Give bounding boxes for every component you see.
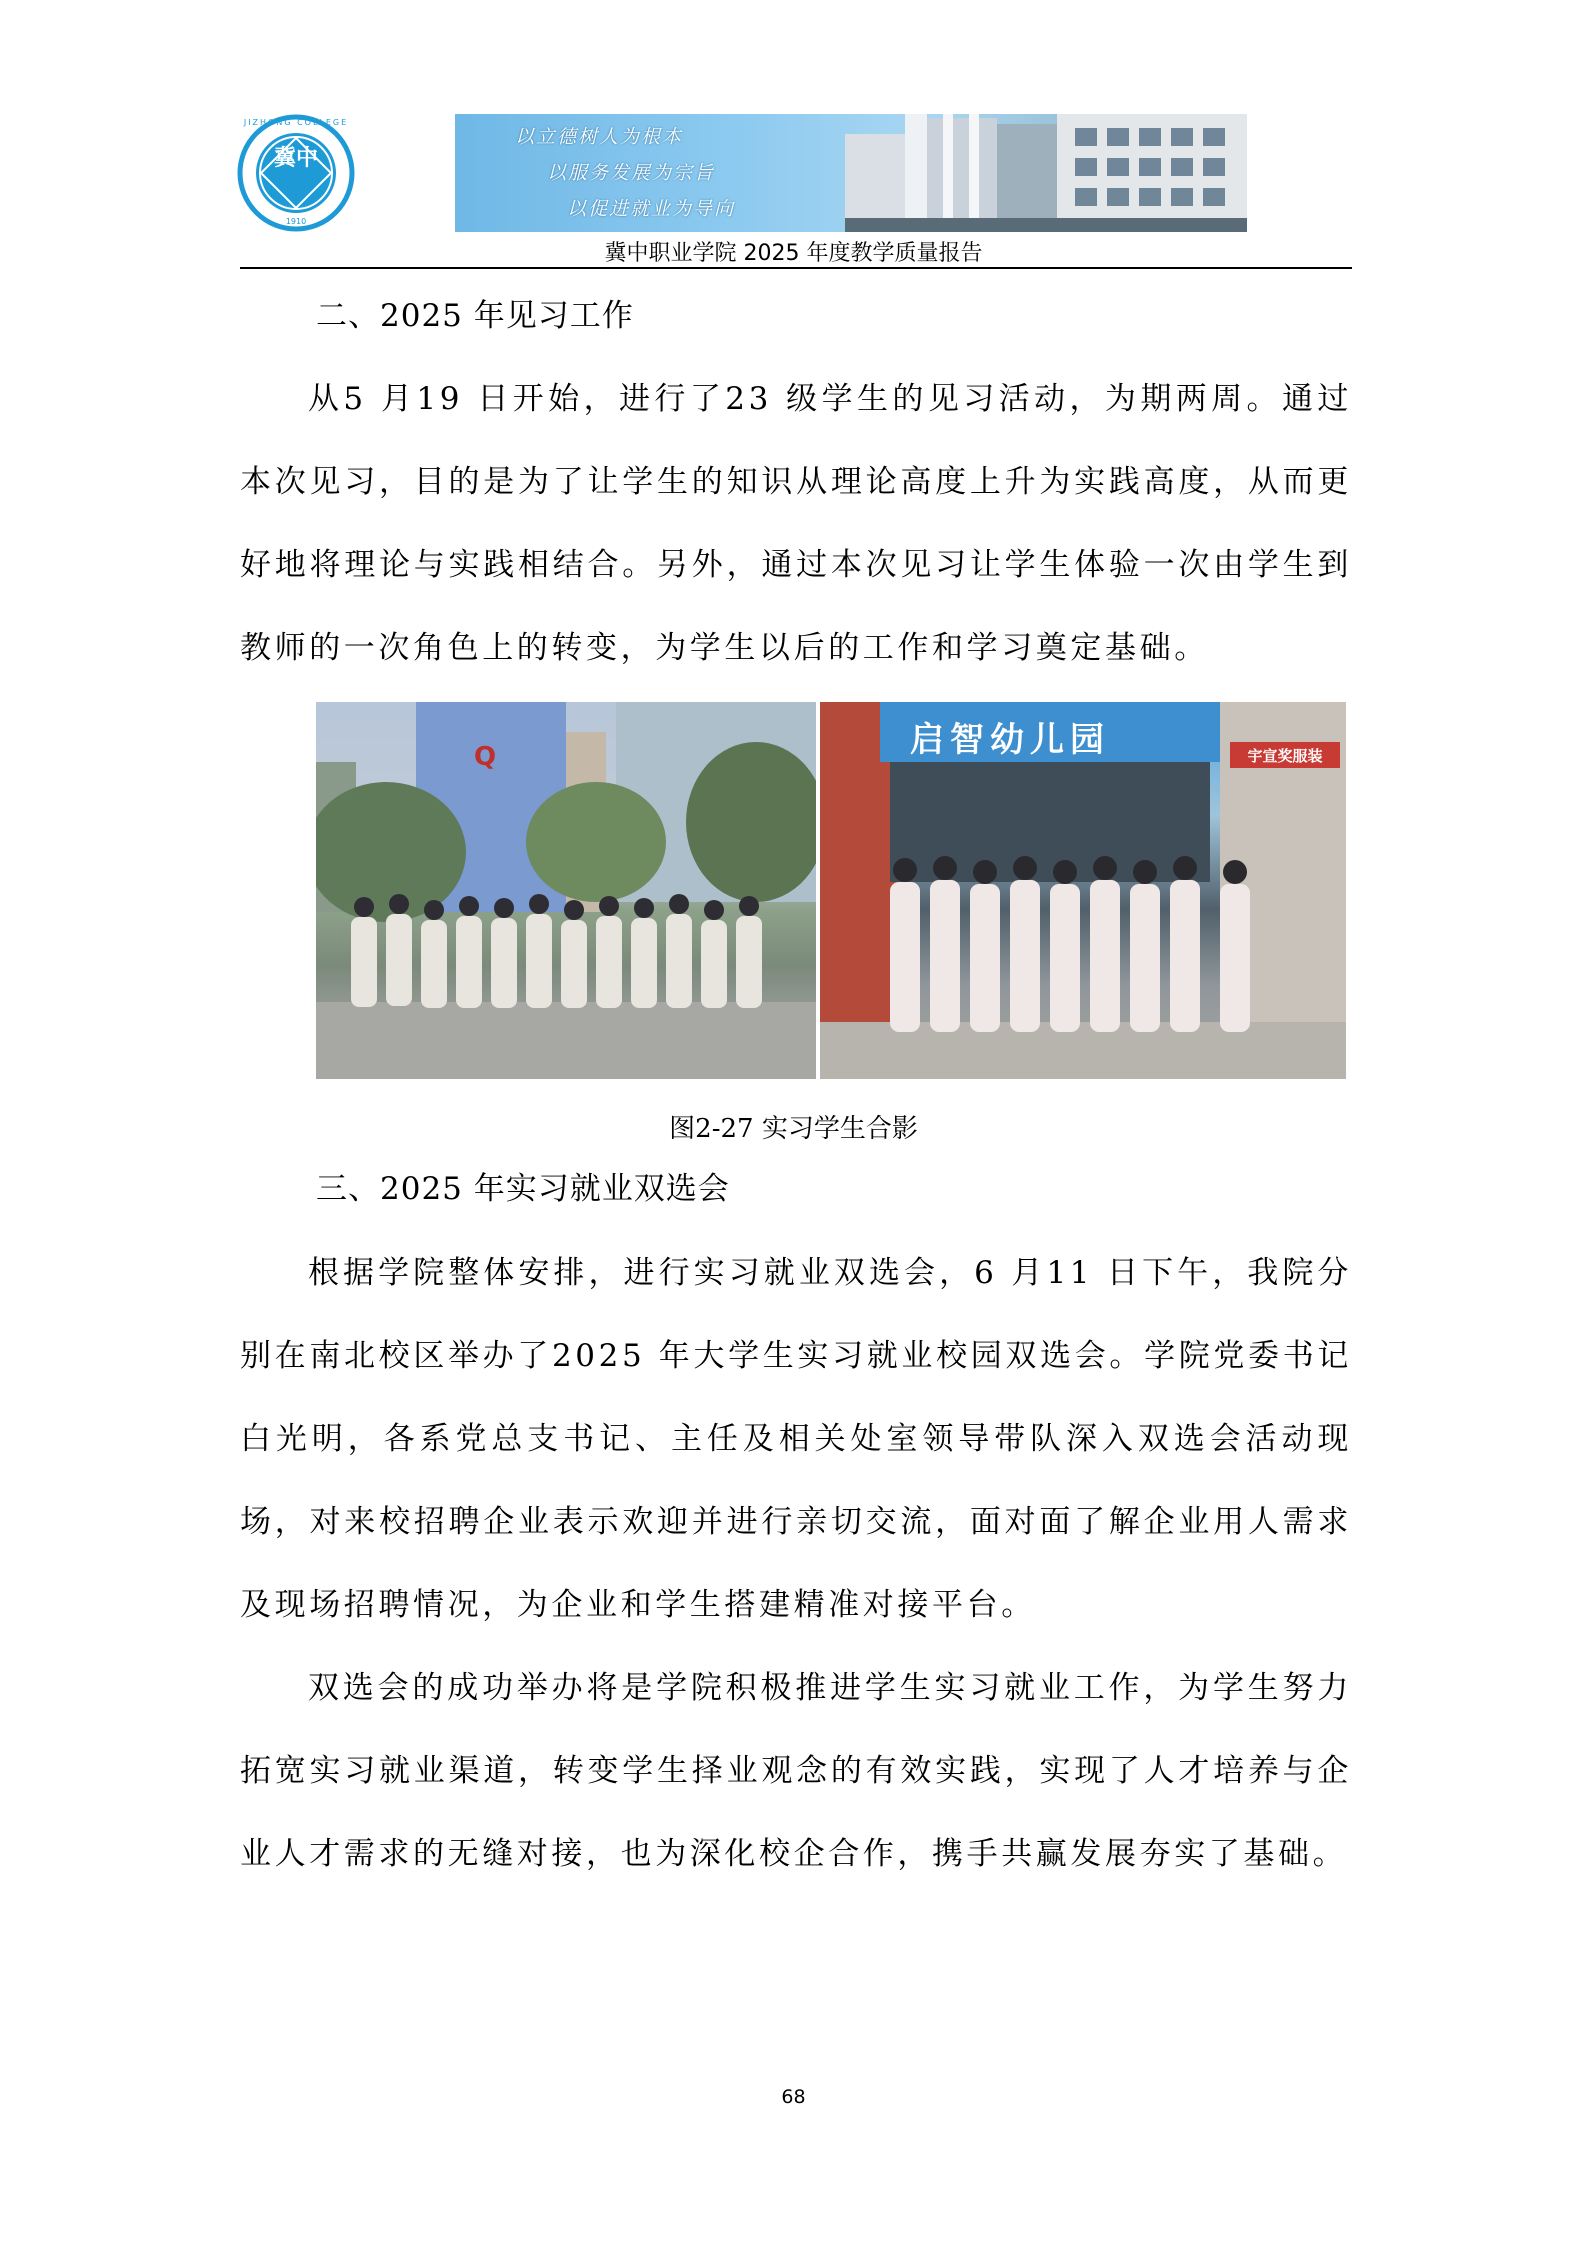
figure-caption: 图2-27 实习学生合影 (669, 1114, 918, 1144)
shop-sign: 宇宣奖服装 (1247, 747, 1323, 765)
page-number: 68 (781, 2086, 806, 2108)
body-paragraph: 双选会的成功举办将是学院积极推进学生实习就业工作，为学生努力拓宽实习就业渠道，转变学生择业观念的有效实践，实现了人才培养与企业人才需求的无缝对接，也为深化校企合作，携手共赢发展夯实了基础。 (240, 1670, 1352, 1872)
kindergarten-sign: 启智幼儿园 (910, 720, 1110, 760)
header-divider (240, 267, 1352, 269)
college-logo (237, 114, 355, 232)
slogan-line: 以服务发展为宗旨 (547, 162, 716, 184)
college-seal-icon (237, 114, 355, 232)
section-heading: 二、2025 年见习工作 (316, 298, 634, 334)
header-banner (237, 114, 1249, 232)
group-photo-left (316, 702, 816, 1079)
slogan-line: 以促进就业为导向 (567, 198, 736, 220)
section-heading: 三、2025 年实习就业双选会 (316, 1171, 730, 1207)
logo-ring-text: JIZHONG COLLEGE (243, 118, 349, 127)
group-photo-figure (316, 702, 1346, 1079)
body-paragraph: 从5 月19 日开始，进行了23 级学生的见习活动，为期两周。通过本次见习，目的是为了让学生的知识从理论高度上升为实践高度，从而更好地将理论与实践相结合。另外，通过本次见习让学生体验一次由学生到教师的一次角色上的转变，为学生以后的工作和学习奠定基础。 (240, 381, 1352, 666)
logo-text: 冀中 (273, 145, 318, 171)
logo-year: 1910 (285, 217, 307, 226)
report-title: 冀中职业学院 2025 年度教学质量报告 (604, 241, 983, 266)
slogan-banner (455, 114, 1247, 232)
building-sign: Q (474, 742, 497, 772)
group-photo-right (820, 702, 1346, 1079)
slogan-line: 以立德树人为根本 (515, 126, 684, 148)
students-group-photo (316, 702, 816, 1079)
campus-building-image (845, 114, 1247, 232)
body-paragraph: 根据学院整体安排，进行实习就业双选会，6 月11 日下午，我院分别在南北校区举办了2025 年大学生实习就业校园双选会。学院党委书记白光明，各系党总支书记、主任及相关处室领导带队深入双选会活动现场，对来校招聘企业表示欢迎并进行亲切交流，面对面了解企业用人需求及现场招聘情况，为企业和学生搭建精准对接平台。 (240, 1255, 1352, 1623)
